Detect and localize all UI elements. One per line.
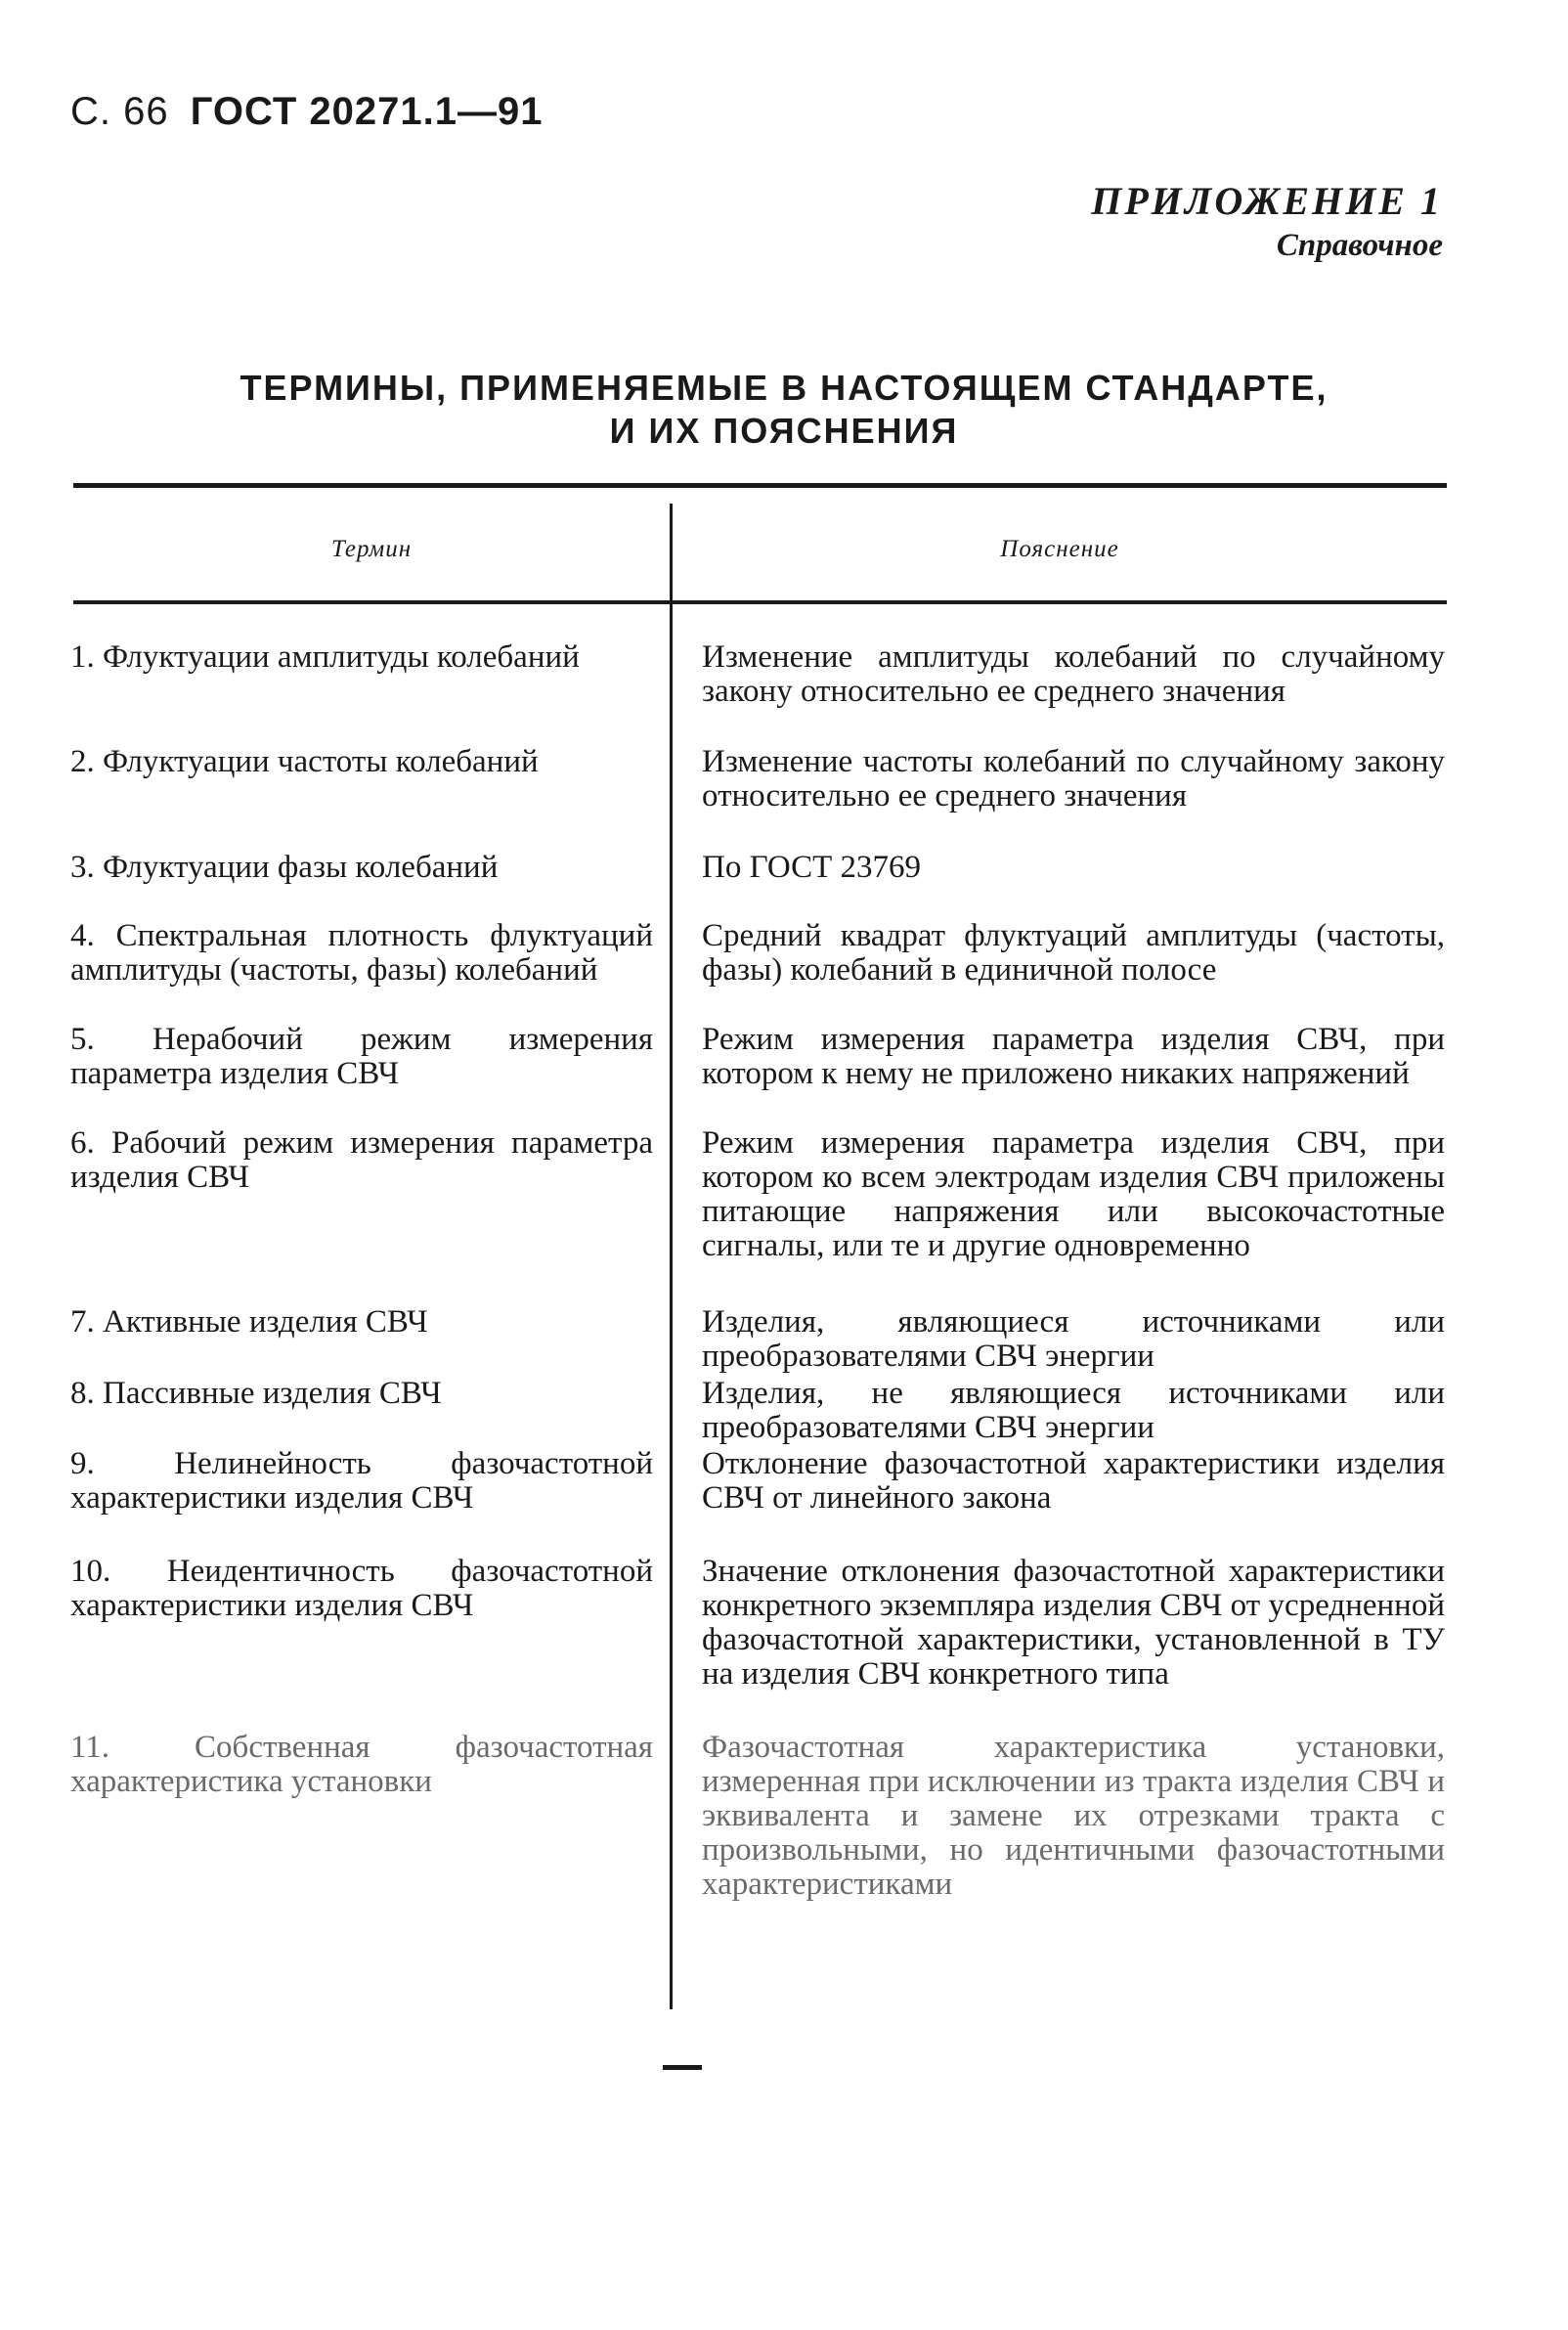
appendix-title: ПРИЛОЖЕНИЕ 1	[1091, 179, 1443, 223]
explanation-3: По ГОСТ 23769	[702, 850, 921, 885]
table-column-divider	[670, 504, 673, 2009]
document-title-line-2: И ИХ ПОЯСНЕНИЯ	[609, 411, 959, 451]
term-10: 10. Неидентичность фазочастотной характеристики изделия СВЧ	[70, 1554, 653, 1623]
explanation-4: Средний квадрат флуктуаций амплитуды (частоты, фазы) колебаний в единичной полосе	[702, 918, 1445, 988]
term-4: 4. Спектральная плотность флуктуаций амплитуды (частоты, фазы) колебаний	[70, 918, 653, 988]
term-2: 2. Флуктуации частоты колебаний	[70, 744, 539, 779]
table-header-rule	[73, 600, 1447, 604]
explanation-8: Изделия, не являющиеся источниками или преобразователями СВЧ энергии	[702, 1376, 1445, 1445]
explanation-11: Фазочастотная характеристика установки, измеренная при исключении из тракта изделия СВЧ и эквивалента и замене их отрезками тракта с произвольными, но идентичными фазочастотными характеристиками	[702, 1730, 1445, 1902]
term-11: 11. Собственная фазочастотная характеристика установки	[70, 1730, 653, 1799]
explanation-1: Изменение амплитуды колебаний по случайному закону относительно ее среднего значения	[702, 639, 1445, 709]
column-header-explanation: Пояснение	[1000, 536, 1119, 562]
term-5: 5. Нерабочий режим измерения параметра изделия СВЧ	[70, 1022, 653, 1091]
term-3: 3. Флуктуации фазы колебаний	[70, 850, 499, 885]
explanation-9: Отклонение фазочастотной характеристики изделия СВЧ от линейного закона	[702, 1446, 1445, 1516]
explanation-2: Изменение частоты колебаний по случайному закону относительно ее среднего значения	[702, 744, 1445, 813]
explanation-10: Значение отклонения фазочастотной характеристики конкретного экземпляра изделия СВЧ от усредненной фазочастотной характеристики, установленной в ТУ на изделия СВЧ конкретного типа	[702, 1554, 1445, 1692]
explanation-7: Изделия, являющиеся источниками или преобразователями СВЧ энергии	[702, 1304, 1445, 1374]
appendix-label	[1091, 178, 1443, 264]
standard-number: ГОСТ 20271.1—91	[190, 90, 544, 133]
term-7: 7. Активные изделия СВЧ	[70, 1304, 428, 1340]
term-1: 1. Флуктуации амплитуды колебаний	[70, 639, 580, 675]
document-title-line-1: ТЕРМИНЫ, ПРИМЕНЯЕМЫЕ В НАСТОЯЩЕМ СТАНДАРТЕ,	[240, 368, 1328, 408]
document-title	[0, 367, 1568, 453]
page-number: С. 66	[70, 90, 169, 133]
appendix-subtitle: Справочное	[1276, 228, 1443, 263]
explanation-5: Режим измерения параметра изделия СВЧ, при котором к нему не приложено никаких напряжений	[702, 1022, 1445, 1091]
term-6: 6. Рабочий режим измерения параметра изделия СВЧ	[70, 1125, 653, 1195]
explanation-6: Режим измерения параметра изделия СВЧ, при котором ко всем электродам изделия СВЧ приложены питающие напряжения или высокочастотные сигналы, или те и другие одновременно	[702, 1125, 1445, 1263]
page-end-dash	[663, 2065, 702, 2070]
column-header-term: Термин	[330, 536, 413, 562]
page-header	[70, 90, 544, 134]
term-9: 9. Нелинейность фазочастотной характеристики изделия СВЧ	[70, 1446, 653, 1516]
table-top-rule	[73, 483, 1447, 488]
term-8: 8. Пассивные изделия СВЧ	[70, 1376, 442, 1411]
